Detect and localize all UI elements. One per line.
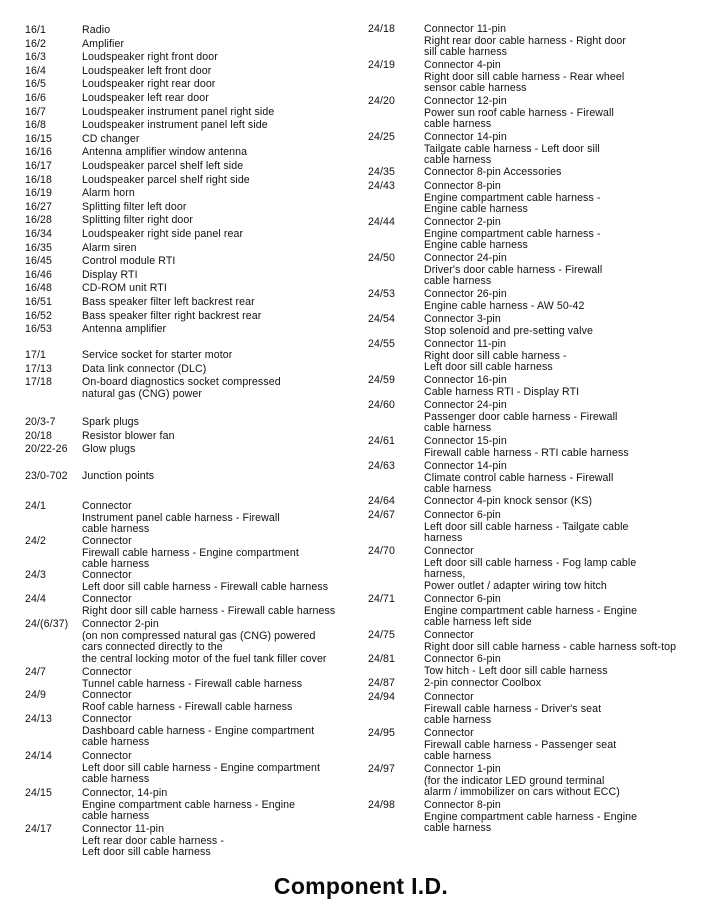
description-line: Connector 11-pin: [424, 23, 507, 35]
component-description: [82, 471, 154, 483]
description-line: Loudspeaker parcel shelf left side: [82, 160, 244, 172]
description-line: cable harness: [82, 773, 150, 786]
description-line: cable harness: [424, 275, 492, 288]
component-code: 24/81: [368, 653, 396, 665]
description-line: cable harness: [82, 558, 150, 571]
component-code: 24/3: [25, 569, 47, 581]
description-line: Connector 2-pin: [424, 216, 501, 228]
component-description: [82, 417, 139, 429]
description-line: Connector: [424, 691, 474, 703]
description-line: Glow plugs: [82, 443, 136, 456]
description-line: harness,: [424, 568, 466, 581]
component-code: 24/53: [368, 288, 396, 300]
component-code: 24/15: [25, 787, 53, 799]
description-line: Junction points: [82, 470, 155, 482]
description-line: cable harness: [424, 483, 492, 496]
description-line: Connector: [82, 500, 132, 512]
component-code: 24/95: [368, 727, 396, 739]
component-code: 24/54: [368, 313, 396, 325]
description-line: Connector 24-pin: [424, 399, 507, 411]
component-code: 16/3: [25, 51, 47, 64]
component-description: [82, 134, 140, 146]
description-line: cable harness: [424, 422, 492, 435]
description-line: Connector 6-pin: [424, 509, 501, 521]
component-code: 16/4: [25, 64, 47, 77]
component-code: 24/59: [368, 374, 396, 386]
component-description: [82, 270, 138, 282]
component-code: 24/2: [25, 535, 47, 547]
description-line: Connector 26-pin: [424, 288, 507, 300]
description-line: Control module RTI: [82, 255, 176, 268]
description-line: sensor cable harness: [424, 82, 527, 95]
description-line: Tunnel cable harness - Firewall cable harness: [82, 677, 303, 690]
description-line: Right rear door cable harness - Right door: [424, 34, 627, 47]
description-line: Roof cable harness - Firewall cable harness: [82, 700, 293, 713]
description-line: Firewall cable harness - Driver's seat: [424, 702, 602, 715]
description-line: Left door sill cable harness - Fog lamp cable: [424, 556, 637, 569]
description-line: Connector 14-pin: [424, 460, 507, 472]
description-line: Tailgate cable harness - Left door sill: [424, 142, 600, 155]
component-description: [82, 79, 215, 91]
description-line: cable harness left side: [424, 616, 532, 629]
description-line: Loudspeaker instrument panel left side: [82, 119, 268, 132]
component-description: [82, 667, 302, 690]
component-code: 16/19: [25, 187, 53, 200]
component-code: 16/7: [25, 105, 47, 118]
description-line: Engine compartment cable harness -: [424, 191, 601, 204]
component-code: 16/5: [25, 78, 47, 91]
component-description: [424, 692, 601, 727]
component-description: [82, 431, 175, 443]
component-code: 24/63: [368, 460, 396, 472]
component-description: [424, 167, 562, 179]
component-code: 23/0-702: [25, 470, 68, 482]
component-description: [424, 630, 676, 653]
component-description: [82, 202, 186, 214]
description-line: Connector 14-pin: [424, 131, 507, 143]
description-line: Radio: [82, 24, 111, 36]
component-description: [424, 800, 637, 835]
component-description: [82, 570, 328, 593]
description-line: Connector 1-pin: [424, 763, 501, 775]
component-description: [424, 181, 601, 216]
description-line: Loudspeaker right side panel rear: [82, 228, 244, 240]
description-line: Connector 2-pin: [82, 618, 159, 630]
description-line: Right door sill cable harness - Rear wheel: [424, 70, 625, 83]
description-line: Connector: [82, 569, 132, 581]
component-description: [424, 314, 593, 337]
component-code: 24/7: [25, 666, 47, 678]
component-description: [424, 132, 600, 167]
description-line: (for the indicator LED ground terminal: [424, 774, 605, 787]
description-line: Connector 15-pin: [424, 435, 507, 447]
description-line: Connector 8-pin: [424, 180, 501, 192]
component-description: [424, 594, 637, 629]
description-line: Climate control cable harness - Firewall: [424, 471, 614, 484]
component-description: [82, 311, 261, 323]
description-line: Splitting filter left door: [82, 200, 187, 213]
description-line: Loudspeaker left rear door: [82, 92, 209, 104]
component-description: [82, 377, 281, 400]
component-description: [424, 24, 626, 59]
description-line: sill cable harness: [424, 46, 508, 59]
description-line: Connector 3-pin: [424, 313, 501, 325]
description-line: Connector 8-pin Accessories: [424, 166, 562, 178]
component-description: [82, 283, 167, 295]
component-description: [82, 444, 135, 456]
component-code: 16/1: [25, 24, 47, 36]
component-code: 24/55: [368, 338, 396, 350]
component-code: 16/8: [25, 119, 47, 132]
component-description: [424, 339, 567, 374]
component-description: [424, 510, 629, 545]
component-code: 16/34: [25, 228, 53, 240]
component-code: 24/43: [368, 180, 396, 192]
description-line: Connector 11-pin: [82, 823, 165, 835]
component-code: 24/20: [368, 95, 396, 107]
description-line: Power outlet / adapter wiring tow hitch: [424, 579, 607, 592]
description-line: Driver's door cable harness - Firewall: [424, 263, 603, 276]
component-description: [424, 96, 614, 131]
description-line: Connector 6-pin: [424, 593, 501, 605]
description-line: Cable harness RTI - Display RTI: [424, 385, 580, 398]
component-code: 24/44: [368, 216, 396, 228]
component-description: [424, 375, 579, 398]
description-line: Loudspeaker right rear door: [82, 78, 216, 91]
component-description: [424, 728, 616, 763]
component-code: 20/3-7: [25, 416, 56, 428]
component-description: [424, 60, 624, 95]
component-description: [82, 52, 218, 64]
description-line: Connector 12-pin: [424, 95, 507, 107]
description-line: Bass speaker filter right backrest rear: [82, 309, 262, 322]
description-line: Alarm horn: [82, 187, 135, 200]
description-line: Alarm siren: [82, 241, 137, 254]
component-code: 24/70: [368, 545, 396, 557]
description-line: CD changer: [82, 132, 140, 145]
description-line: cable harness: [424, 750, 492, 763]
description-line: Engine cable harness - AW 50-42: [424, 299, 585, 312]
description-line: Engine cable harness: [424, 203, 528, 216]
description-line: cars connected directly to the: [82, 641, 223, 654]
component-description: [82, 66, 211, 78]
component-code: 24/61: [368, 435, 396, 447]
component-code: 16/16: [25, 146, 53, 159]
description-line: Connector: [82, 535, 132, 547]
description-line: Antenna amplifier: [82, 323, 167, 336]
description-line: On-board diagnostics socket compressed: [82, 376, 281, 389]
component-code: 20/22-26: [25, 443, 68, 456]
component-code: 16/27: [25, 200, 53, 213]
description-line: Loudspeaker instrument panel right side: [82, 105, 275, 118]
component-description: [424, 253, 602, 288]
description-line: Connector 24-pin: [424, 252, 507, 264]
description-line: Engine compartment cable harness - Engine: [424, 810, 638, 823]
description-line: Firewall cable harness - Passenger seat: [424, 738, 617, 751]
component-description: [424, 546, 636, 592]
description-line: harness: [424, 532, 463, 545]
description-line: Connector: [82, 666, 132, 678]
description-line: Power sun roof cable harness - Firewall: [424, 106, 614, 119]
component-description: [82, 690, 292, 713]
component-code: 16/35: [25, 241, 53, 254]
description-line: Antenna amplifier window antenna: [82, 146, 248, 159]
component-description: [82, 536, 299, 571]
component-description: [82, 594, 335, 617]
description-line: natural gas (CNG) power: [82, 387, 203, 400]
component-code: 24/13: [25, 713, 53, 725]
component-code: 16/17: [25, 160, 53, 172]
component-description: [82, 93, 209, 105]
component-description: [82, 364, 206, 376]
description-line: Service socket for starter motor: [82, 349, 233, 361]
description-line: Connector: [82, 713, 132, 725]
component-code: 24/64: [368, 495, 396, 507]
description-line: Dashboard cable harness - Engine compartment: [82, 724, 315, 737]
component-code: 24/18: [368, 23, 396, 35]
description-line: cable harness: [82, 736, 150, 749]
description-line: Left door sill cable harness - Engine compartment: [82, 761, 321, 774]
component-description: [424, 654, 608, 677]
component-code: 24/60: [368, 399, 396, 411]
component-code: 24/50: [368, 252, 396, 264]
component-code: 17/13: [25, 362, 53, 375]
description-line: Right door sill cable harness -: [424, 349, 567, 362]
description-line: Loudspeaker right front door: [82, 51, 218, 64]
component-code: 24/75: [368, 629, 396, 641]
component-code: 24/4: [25, 593, 47, 605]
component-code: 24/9: [25, 689, 47, 701]
description-line: Passenger door cable harness - Firewall: [424, 410, 618, 423]
component-code: 16/2: [25, 37, 47, 50]
component-code: 24/14: [25, 750, 53, 762]
component-code: 17/18: [25, 376, 53, 389]
component-code: 16/28: [25, 214, 53, 227]
description-line: Left door sill cable harness: [82, 846, 211, 859]
description-line: Connector: [82, 689, 132, 701]
description-line: CD-ROM unit RTI: [82, 282, 167, 295]
component-code: 16/51: [25, 296, 53, 308]
description-line: Connector: [424, 629, 474, 641]
description-line: Engine compartment cable harness - Engine: [424, 604, 638, 617]
description-line: Engine compartment cable harness -: [424, 227, 601, 240]
component-code: 16/53: [25, 323, 53, 336]
component-code: 24/71: [368, 593, 396, 605]
description-line: cable harness: [82, 810, 150, 823]
component-code: 16/15: [25, 132, 53, 145]
component-description: [82, 175, 250, 187]
component-code: 17/1: [25, 349, 47, 361]
description-line: Connector 6-pin: [424, 653, 501, 665]
component-code: 16/46: [25, 268, 53, 281]
component-description: [82, 256, 175, 268]
page-title: Component I.D.: [273, 873, 449, 899]
component-description: [424, 289, 585, 312]
description-line: Amplifier: [82, 37, 125, 50]
component-description: [82, 107, 274, 119]
component-code: 24/97: [368, 763, 396, 775]
description-line: Display RTI: [82, 268, 138, 281]
component-code: 16/52: [25, 309, 53, 322]
component-description: [82, 25, 110, 37]
component-description: [82, 243, 137, 255]
component-code: 24/87: [368, 677, 396, 689]
component-description: [82, 714, 314, 749]
description-line: Splitting filter right door: [82, 214, 194, 227]
component-description: [424, 217, 601, 252]
component-code: 16/48: [25, 282, 53, 295]
component-code: 16/45: [25, 255, 53, 268]
description-line: cable harness: [424, 714, 492, 727]
description-line: Connector: [424, 545, 474, 557]
description-line: Connector: [424, 727, 474, 739]
description-line: Connector, 14-pin: [82, 787, 168, 799]
component-description: [424, 764, 620, 799]
component-code: 16/6: [25, 92, 47, 104]
component-code: 24/19: [368, 59, 396, 71]
description-line: Engine compartment cable harness - Engine: [82, 798, 296, 811]
component-code: 16/18: [25, 173, 53, 186]
component-description: [82, 350, 232, 362]
description-line: Left door sill cable harness - Firewall cable harness: [82, 580, 329, 593]
description-line: Stop solenoid and pre-setting valve: [424, 324, 593, 337]
description-line: Data link connector (DLC): [82, 362, 207, 375]
description-line: Connector: [82, 750, 132, 762]
description-line: Left door sill cable harness: [424, 361, 553, 374]
description-line: Loudspeaker left front door: [82, 64, 212, 77]
component-description: [82, 161, 243, 173]
component-code: 24/67: [368, 509, 396, 521]
component-description: [424, 436, 629, 459]
description-line: Spark plugs: [82, 416, 140, 428]
component-code: 24/1: [25, 500, 47, 512]
component-description: [424, 678, 541, 690]
component-description: [82, 501, 280, 536]
component-code: 24/(6/37): [25, 618, 69, 630]
description-line: cable harness: [424, 118, 492, 131]
description-line: Instrument panel cable harness - Firewall: [82, 511, 280, 524]
description-line: cable harness: [82, 523, 150, 536]
component-description: [82, 324, 166, 336]
description-line: Connector 4-pin knock sensor (KS): [424, 495, 593, 507]
description-line: cable harness: [424, 822, 492, 835]
component-description: [82, 619, 327, 665]
description-line: Firewall cable harness - Engine compartment: [82, 546, 299, 559]
component-description: [82, 215, 193, 227]
description-line: Connector 11-pin: [424, 338, 507, 350]
description-line: cable harness: [424, 154, 492, 167]
component-description: [82, 188, 135, 200]
component-description: [82, 751, 320, 786]
description-line: Connector 4-pin: [424, 59, 501, 71]
description-line: Loudspeaker parcel shelf right side: [82, 173, 250, 186]
description-line: Connector 8-pin: [424, 799, 501, 811]
description-line: Right door sill cable harness - Firewall cable harness: [82, 604, 336, 617]
component-description: [82, 39, 124, 51]
component-code: 24/17: [25, 823, 53, 835]
component-description: [82, 147, 247, 159]
component-code: 24/25: [368, 131, 396, 143]
component-description: [424, 400, 618, 435]
description-line: Connector 16-pin: [424, 374, 507, 386]
component-description: [82, 824, 224, 859]
component-description: [424, 461, 613, 496]
component-description: [424, 496, 592, 508]
description-line: alarm / immobilizer on cars without ECC): [424, 786, 620, 799]
component-code: 24/94: [368, 691, 396, 703]
description-line: 2-pin connector Coolbox: [424, 677, 542, 689]
description-line: Left door sill cable harness - Tailgate cable: [424, 520, 629, 533]
component-code: 20/18: [25, 429, 53, 442]
description-line: Firewall cable harness - RTI cable harness: [424, 446, 629, 459]
component-description: [82, 120, 268, 132]
component-description: [82, 297, 255, 309]
component-description: [82, 229, 243, 241]
component-code: 24/35: [368, 166, 396, 178]
description-line: Left rear door cable harness -: [82, 834, 224, 847]
description-line: Resistor blower fan: [82, 429, 175, 442]
description-line: Tow hitch - Left door sill cable harness: [424, 664, 608, 677]
component-description: [82, 788, 295, 823]
description-line: Connector: [82, 593, 132, 605]
description-line: (on non compressed natural gas (CNG) powered: [82, 629, 316, 642]
description-line: the central locking motor of the fuel tank filler cover: [82, 652, 327, 665]
description-line: Right door sill cable harness - cable harness soft-top: [424, 640, 677, 653]
description-line: Bass speaker filter left backrest rear: [82, 296, 255, 308]
component-code: 24/98: [368, 799, 396, 811]
description-line: Engine cable harness: [424, 239, 528, 252]
